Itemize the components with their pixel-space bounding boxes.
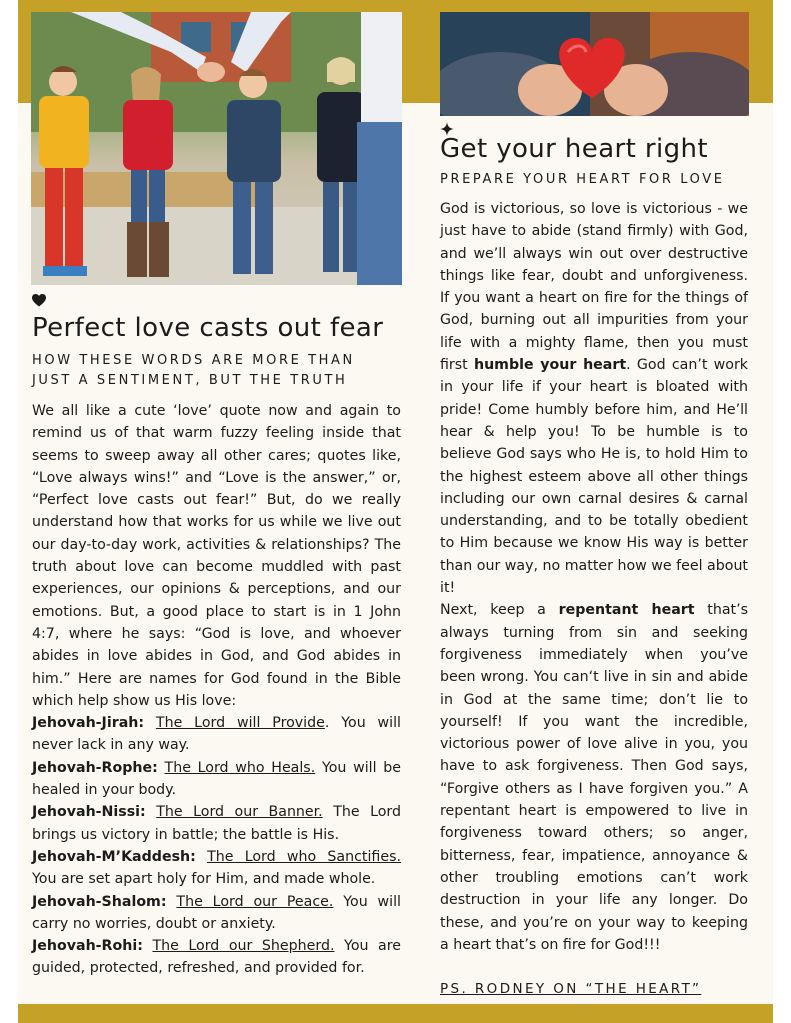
author-signature: PS. RODNEY ON “THE HEART”: [440, 981, 702, 997]
name-entry-mkaddesh: [32, 846, 401, 891]
left-article-body: [32, 400, 401, 980]
name-label: Jehovah-Rophe:: [32, 759, 158, 776]
hands-holding-heart-photo: [440, 12, 749, 116]
paragraph-text: God is victorious, so love is victorious - we just have to abide (stand firmly) with God, and we’ll always win out over destructive things like fear, doubt and unforgiveness. If you want a heart on fire for the things of God, burning out all impurities from your life with a mighty flame, then you must first: [440, 201, 748, 374]
name-description: You will be healed in your body.: [32, 759, 401, 799]
name-description: You are guided, protected, refreshed, and provided for.: [32, 938, 401, 977]
name-entry-rohi: [32, 935, 401, 980]
paragraph-text: Next, keep a: [440, 602, 559, 619]
name-entry-shalom: [32, 891, 401, 936]
name-meaning: The Lord will Provide: [155, 715, 325, 732]
emphasis-repentant-heart: repentant heart: [558, 602, 695, 619]
name-description: You are set apart holy for Him, and made whole.: [32, 871, 376, 888]
name-label: Jehovah-Jirah:: [32, 715, 145, 732]
name-entry-rophe: [32, 757, 401, 802]
right-article-subtitle: PREPARE YOUR HEART FOR LOVE: [440, 172, 725, 187]
name-description: You will carry no worries, doubt or anxiety.: [32, 893, 401, 932]
children-holding-hands-photo: [31, 12, 402, 285]
bottom-accent-band: [18, 1004, 773, 1023]
left-article-title: Perfect love casts out fear: [32, 313, 384, 343]
emphasis-humble-heart: humble your heart: [473, 357, 627, 374]
name-entry-nissi: [32, 801, 401, 846]
left-article-subtitle: [32, 351, 355, 391]
name-meaning: The Lord who Heals.: [164, 759, 316, 776]
paragraph-text: . God can’t work in your life if your heart is bloated with pride! Come humbly before him, and He’ll hear & help you! To be humble is to believe God says who He is, to hold Him to the highest esteem above all other things including our own carnal desires & carnal understanding, and to be totally obedient to Him because we know His way is better than our way, no matter how we feel about it!: [440, 357, 749, 597]
name-meaning: The Lord our Peace.: [176, 893, 334, 910]
heart-photo-illustration: [440, 12, 749, 116]
name-meaning: The Lord our Banner.: [156, 804, 323, 821]
name-meaning: The Lord our Shepherd.: [152, 938, 335, 955]
name-meaning: The Lord who Sanctifies.: [207, 848, 401, 865]
name-entry-jirah: [32, 712, 401, 757]
right-article-body: [440, 198, 748, 956]
name-description: The Lord brings us victory in battle; the battle is His.: [32, 804, 401, 843]
repentant-heart-paragraph: [440, 599, 748, 956]
left-intro-paragraph: We all like a cute ‘love’ quote now and again to remind us of that warm fuzzy feeling inside that seems to sweep away all other cares; quotes like, “Love always wins!” and “Love is the answer,” or, “Perfect love casts out fear!” But, do we really understand how that works for us while we live out our day-to-day work, activities & relationships? The truth about love can become muddled with past experiences, our opinions & perceptions, and our emotions. But, a good place to start is in 1 John 4:7, where he says: “God is love, and whoever abides in love abides in God, and God abides in him.” Here are names for God found in the Bible which help show us His love:: [32, 403, 401, 709]
left-subtitle-line-1: HOW THESE WORDS ARE MORE THAN: [32, 353, 355, 368]
name-label: Jehovah-Rohi:: [32, 938, 143, 955]
name-label: Jehovah-M’Kaddesh:: [32, 848, 196, 865]
name-description: . You will never lack in any way.: [32, 715, 401, 754]
right-article-title: Get your heart right: [440, 134, 708, 164]
name-label: Jehovah-Nissi:: [32, 804, 146, 821]
left-subtitle-line-2: JUST A SENTIMENT, BUT THE TRUTH: [32, 373, 348, 388]
heart-icon: [32, 294, 46, 310]
children-photo-illustration: [31, 12, 402, 285]
paragraph-text: that’s always turning from sin and seeking forgiveness immediately when you’ve been wrong. You can‘t live in sin and abide in God at the same time; don’t lie to yourself! If you want the incredible, victorious power of love alive in you, you have to ask forgiveness. Then God says, “Forgive others as I have forgiven you.” A repentant heart is empowered to live in forgiveness toward others; so anger, bitterness, fear, impatience, annoyance & other troubling emotions can’t work destruction in your life any longer. Do these, and you’re on your way to keeping a heart that’s on fire for God!!!: [440, 602, 748, 953]
humble-heart-paragraph: [440, 198, 748, 599]
name-label: Jehovah-Shalom:: [32, 893, 167, 910]
